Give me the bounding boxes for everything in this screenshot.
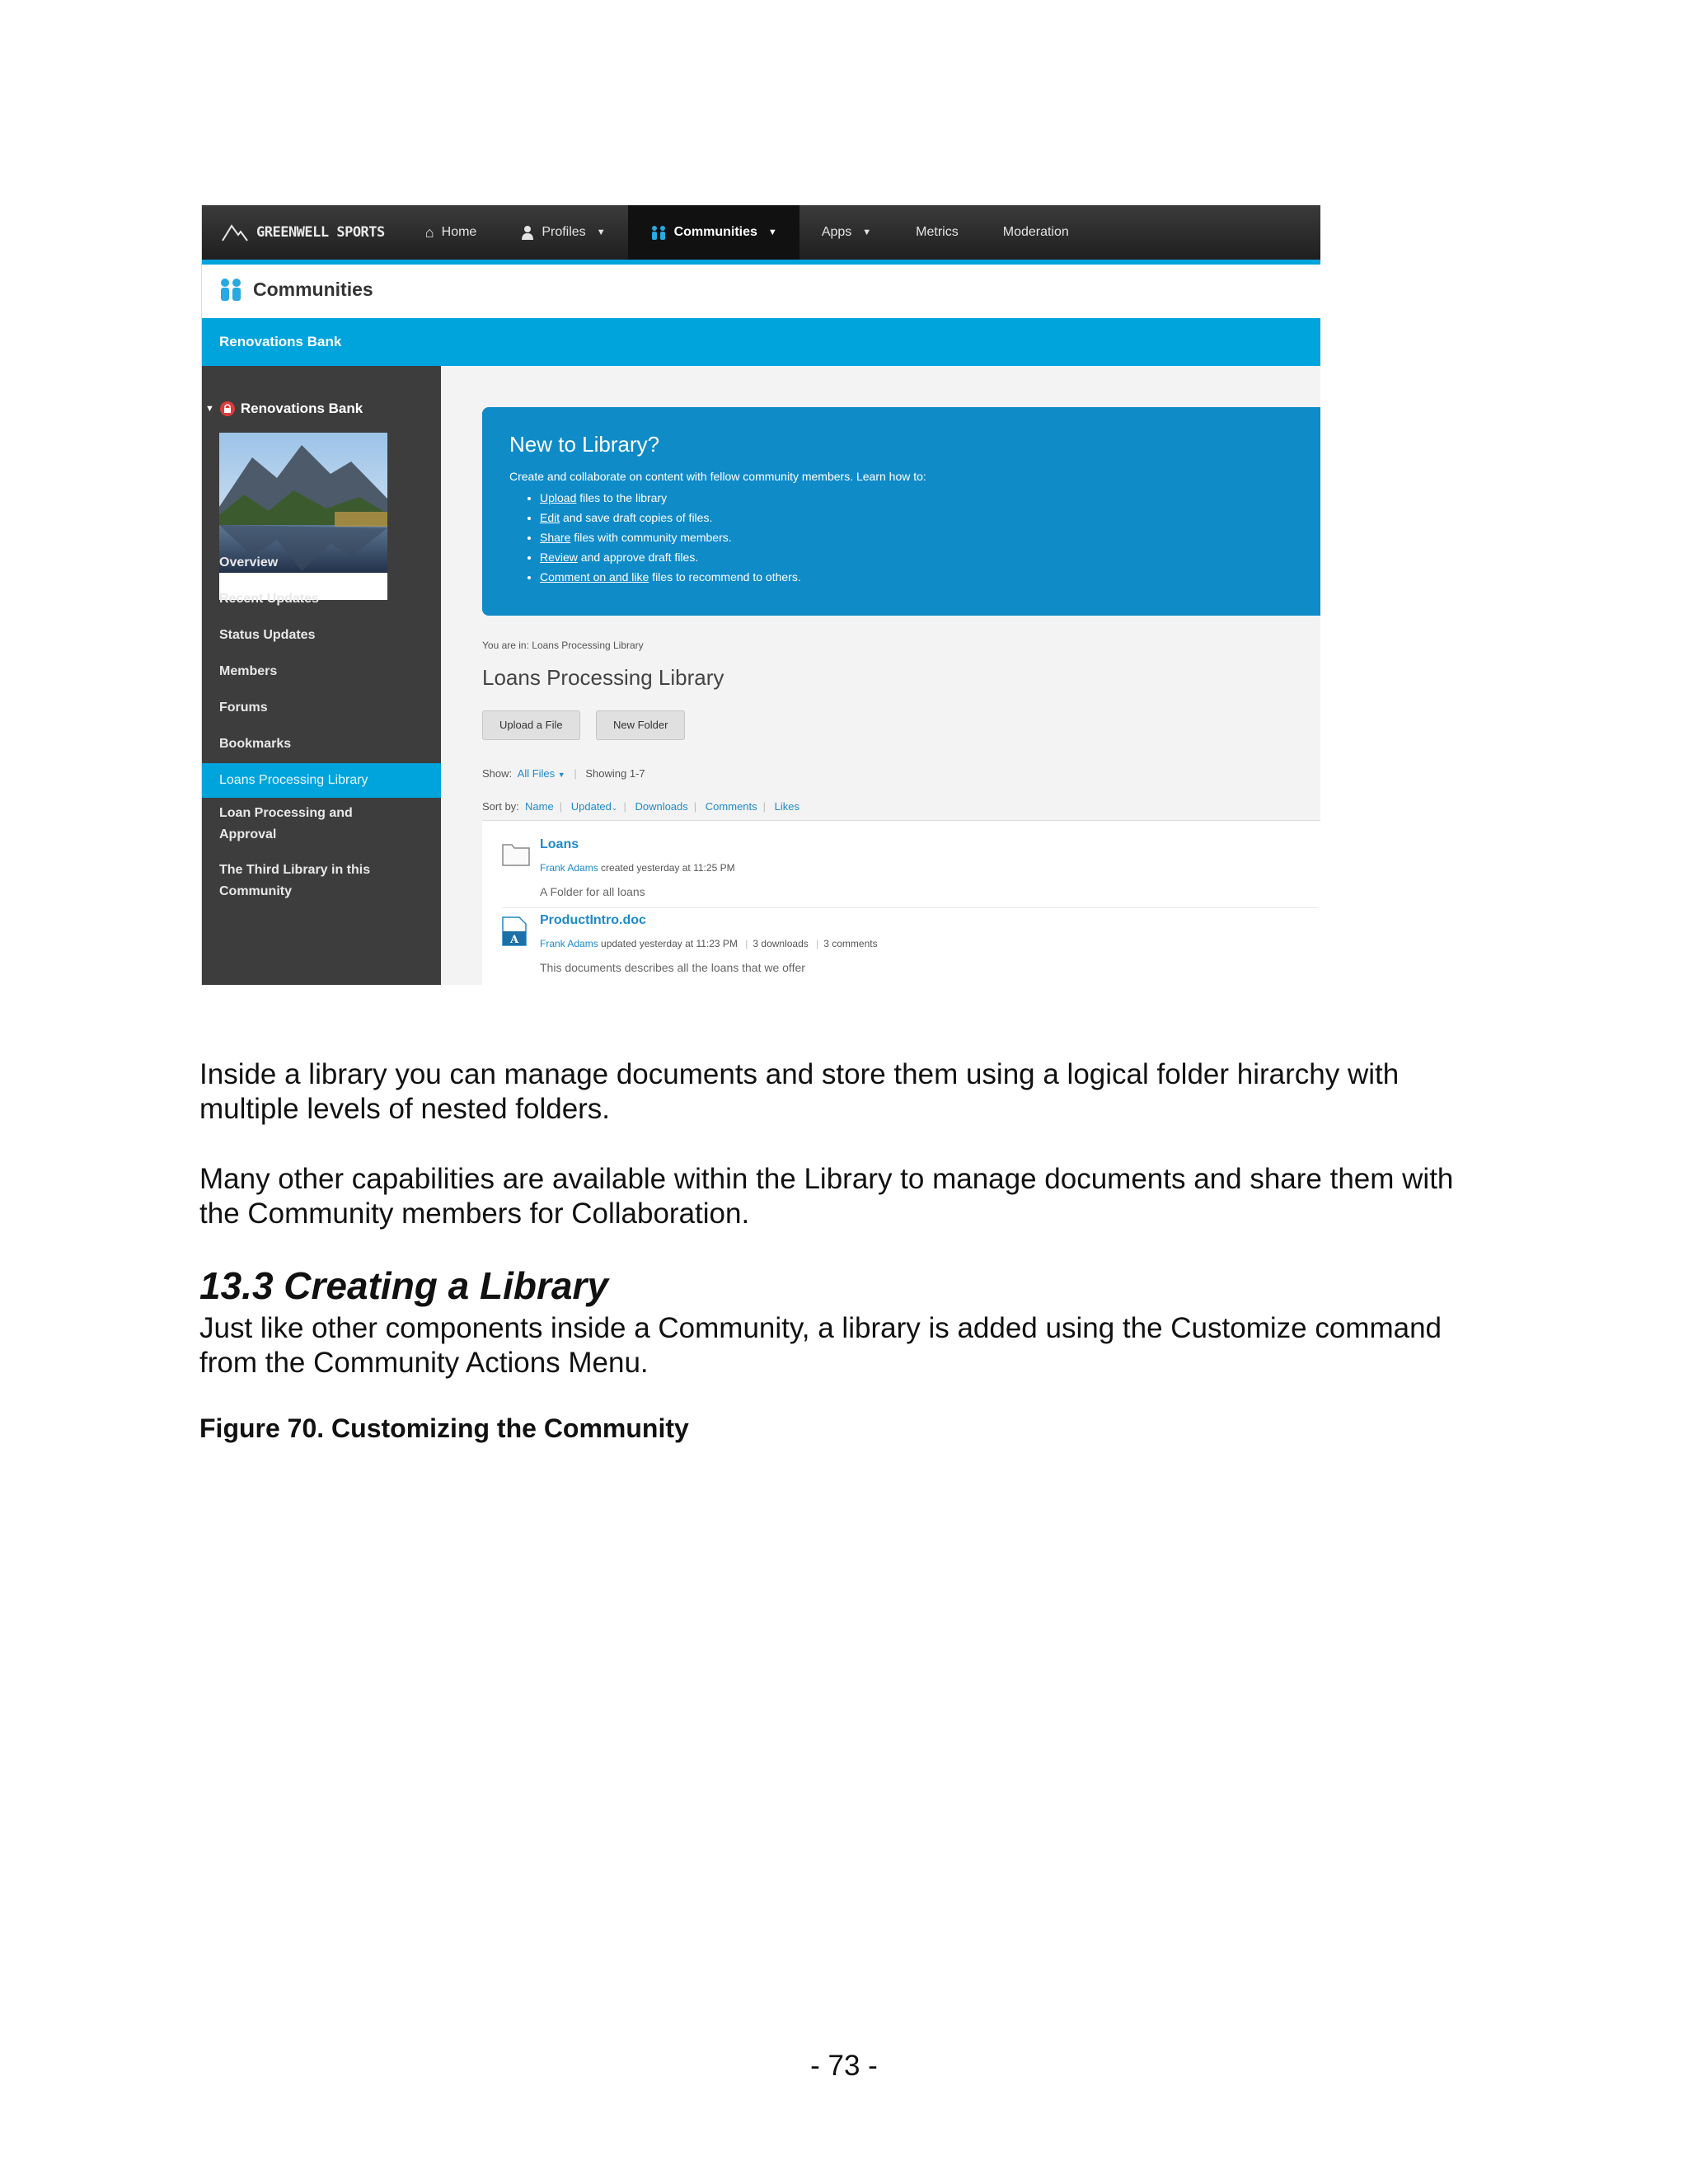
promo-bullet (540, 488, 801, 508)
download-count: 3 downloads (753, 938, 809, 949)
separator: | (693, 800, 697, 813)
file-productintro-link[interactable]: ProductIntro.doc (540, 913, 646, 927)
divider (502, 907, 1318, 908)
upload-link[interactable]: Upload (540, 491, 577, 504)
communities-icon (218, 277, 243, 302)
library-content (441, 366, 1320, 985)
lock-icon (219, 401, 236, 417)
entry-meta (540, 938, 878, 949)
community-photo (219, 433, 387, 600)
sort-downloads[interactable]: Downloads (635, 800, 688, 813)
brand-logo[interactable] (202, 205, 403, 260)
promo-bullet (540, 508, 801, 527)
sidebar-item-overview[interactable]: Overview (219, 555, 279, 569)
separator: | (762, 800, 767, 813)
sidebar-community-heading[interactable] (205, 401, 363, 417)
sort-row (482, 800, 799, 813)
brand-name: GREENWELL SPORTS (256, 224, 385, 241)
sidebar-item-third-library[interactable]: The Third Library in this Community (219, 863, 371, 898)
sort-updated[interactable]: Updated (570, 800, 612, 813)
chevron-down-icon: ▼ (557, 771, 565, 779)
paragraph-library-folders: Inside a library you can manage documents and store them using a logical folder hirarchy with multiple levels of nested folders. (199, 1058, 1400, 1125)
promo-bullet-text: files to the library (576, 491, 668, 504)
file-list (482, 820, 1320, 985)
author-link[interactable]: Frank Adams (540, 862, 598, 874)
svg-text:A: A (509, 934, 519, 946)
entry-description: A Folder for all loans (540, 885, 645, 898)
top-navigation-bar (202, 205, 1320, 260)
sort-comments[interactable]: Comments (705, 800, 757, 813)
figure-caption: Figure 70. Customizing the Community (199, 1413, 689, 1443)
nav-profiles[interactable] (499, 205, 627, 260)
folder-loans-link[interactable]: Loans (540, 837, 579, 851)
sidebar-item-bookmarks[interactable]: Bookmarks (219, 737, 292, 751)
document-file-icon (502, 916, 527, 946)
sort-name[interactable]: Name (525, 800, 554, 813)
separator: | (559, 800, 563, 813)
triangle-down-icon: ▼ (205, 404, 214, 414)
sort-likes[interactable]: Likes (774, 800, 800, 813)
nav-communities-label: Communities (673, 225, 757, 239)
show-filter-row (482, 767, 645, 780)
page-number: - 73 - (810, 2050, 878, 2082)
community-sidebar (202, 366, 441, 985)
comment-count: 3 comments (823, 938, 878, 949)
chevron-down-icon: ▼ (596, 227, 606, 237)
promo-list (509, 488, 801, 587)
breadcrumb: You are in: Loans Processing Library (482, 640, 644, 651)
promo-bullet-text: and save draft copies of files. (560, 511, 713, 524)
share-link[interactable]: Share (540, 531, 571, 544)
show-label: Show: (482, 767, 513, 780)
nav-home[interactable] (403, 205, 499, 260)
review-link[interactable]: Review (540, 551, 578, 564)
sidebar-item-loans-processing-library[interactable]: Loans Processing Library (202, 763, 441, 798)
separator: | (745, 938, 748, 949)
sidebar-item-members[interactable]: Members (219, 664, 278, 678)
showing-count: Showing 1-7 (585, 767, 645, 780)
communities-header (202, 265, 1320, 314)
sidebar-item-forums[interactable]: Forums (219, 701, 268, 715)
entry-meta (540, 862, 735, 874)
chevron-down-icon: ▼ (767, 227, 777, 237)
promo-bullet-text: and approve draft files. (577, 551, 699, 564)
nav-profiles-label: Profiles (542, 225, 586, 239)
nav-apps-label: Apps (821, 225, 852, 239)
new-folder-button[interactable]: New Folder (596, 710, 685, 740)
promo-lead: Create and collaborate on content with fellow community members. Learn how to: (509, 470, 926, 483)
author-link[interactable]: Frank Adams (540, 938, 598, 949)
show-filter-dropdown[interactable]: All Files (517, 767, 556, 780)
sidebar-item-loan-processing-approval[interactable]: Loan Processing and Approval (219, 806, 353, 841)
promo-bullet (540, 527, 801, 547)
promo-bullet-text: files to recommend to others. (649, 570, 801, 583)
library-title: Loans Processing Library (482, 665, 724, 690)
new-to-library-panel (482, 407, 1320, 616)
comment-like-link[interactable]: Comment on and like (540, 570, 649, 583)
upload-file-button[interactable]: Upload a File (482, 710, 580, 740)
promo-title: New to Library? (509, 432, 660, 457)
promo-bullet-text: files with community members. (570, 531, 732, 544)
community-name[interactable]: Renovations Bank (219, 334, 342, 349)
mountain-logo-icon (222, 223, 248, 241)
promo-bullet (540, 567, 801, 587)
nav-metrics-label: Metrics (916, 225, 959, 239)
section-heading: 13.3 Creating a Library (199, 1264, 608, 1307)
entry-meta-text: updated yesterday at 11:23 PM (598, 938, 738, 949)
sidebar-item-status-updates[interactable]: Status Updates (219, 628, 316, 642)
promo-bullet (540, 547, 801, 567)
chevron-down-icon: ⌄ (611, 804, 618, 812)
sort-label: Sort by: (482, 800, 519, 813)
nav-moderation[interactable] (981, 205, 1091, 260)
sidebar-item-recent-updates[interactable]: Recent Updates (219, 592, 319, 606)
separator: | (623, 800, 626, 813)
entry-description: This documents describes all the loans that we offer (540, 961, 805, 974)
nav-communities[interactable] (628, 205, 799, 260)
paragraph-library-capabilities: Many other capabilities are available within the Library to manage documents and share them with the Community members for Collaboration. (199, 1163, 1454, 1230)
entry-meta-text: created yesterday at 11:25 PM (598, 862, 735, 874)
nav-moderation-label: Moderation (1002, 225, 1069, 239)
sidebar-community-name: Renovations Bank (240, 401, 363, 416)
chevron-down-icon: ▼ (862, 227, 872, 237)
person-icon (521, 225, 534, 240)
edit-link[interactable]: Edit (540, 511, 560, 524)
library-screenshot (201, 205, 1320, 985)
folder-icon (502, 841, 530, 866)
nav-home-label: Home (441, 225, 477, 239)
communities-icon (650, 225, 667, 240)
nav-apps[interactable] (799, 205, 893, 260)
mountain-lake-image (219, 433, 387, 600)
communities-title: Communities (253, 278, 373, 300)
nav-metrics[interactable] (893, 205, 981, 260)
paragraph-creating-library: Just like other components inside a Community, a library is added using the Customize command from the Community Actions Menu. (199, 1312, 1442, 1379)
community-name-bar (202, 318, 1320, 366)
home-icon: ⌂ (424, 223, 434, 241)
separator: | (574, 767, 577, 780)
separator: | (816, 938, 819, 949)
